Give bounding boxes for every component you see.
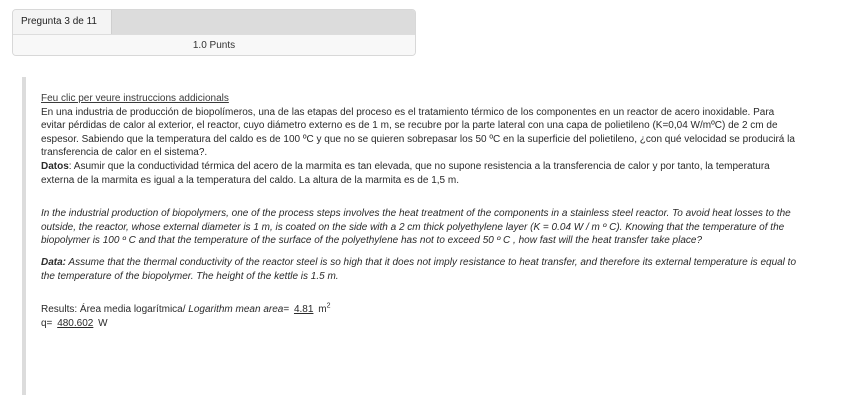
- english-data-label: Data:: [41, 256, 67, 268]
- question-progress-bar: [111, 10, 415, 34]
- english-question-text: In the industrial production of biopolymers, one of the process steps involves the heat treatment of the components in a stainless steel reactor. To avoid heat losses to the outside, the reactor, whose external diameter is 1 m, is coated on the side with a 2 cm thick polyethylene layer (K = 0.04 W / m º C). Knowing that the temperature of the biopolymer is 100 º C and that the temperature of the surface of the polyethylene has not to exceed 50 º C , how fast will the heat transfer take place?: [41, 208, 791, 247]
- area-unit-exponent: 2: [326, 302, 331, 310]
- question-header: [12, 9, 416, 56]
- question-header-top: [13, 10, 415, 34]
- question-content-panel: [22, 77, 822, 395]
- spacer: [41, 283, 801, 303]
- q-label: q=: [41, 317, 56, 329]
- question-content: [41, 92, 801, 330]
- spanish-data-label: Datos: [41, 160, 69, 172]
- area-answer-value: 4.81: [293, 304, 314, 316]
- question-number: Pregunta 3 de 11: [13, 10, 111, 34]
- results-label-english: Logarithm mean area: [188, 304, 284, 316]
- spacer: [41, 187, 801, 207]
- english-data-text: Assume that the thermal conductivity of the reactor steel is so high that it does not imply resistance to heat transfer, and therefore its external temperature is equal to the temperature of the biopolymer. The height of the kettle is 1.5 m.: [41, 256, 797, 282]
- results-label: Results: Área media logarítmica/: [41, 304, 189, 316]
- spanish-data-paragraph: [41, 160, 801, 187]
- spanish-data-text: : Asumir que la conductividad térmica del acero de la marmita es tan elevada, que no supone resistencia a la transferencia de calor y por tanto, la temperatura externa de la marmita es igual a la temperatura del caldo. La altura de la marmita es de 1,5 m.: [41, 160, 770, 186]
- q-unit: W: [95, 317, 108, 329]
- results-q-line: [41, 317, 801, 331]
- q-answer-value: 480.602: [57, 317, 94, 329]
- english-data-paragraph: [41, 256, 801, 283]
- spacer: [41, 248, 801, 256]
- spanish-question-text: En una industria de producción de biopolímeros, una de las etapas del proceso es el tratamiento térmico de los componentes en un reactor de acero inoxidable. Para evitar pérdidas de calor al exterior, el reactor, cuyo diámetro externo es de 1 m, se recubre por la parte lateral con una capa de polietileno (K=0,04 W/mºC) de 2 cm de espesor. Sabiendo que la temperatura del caldo es de 100 ºC y que no se quieren sobrepasar los 50 ºC en la superficie del polietileno, ¿con qué velocidad se producirá la transferencia de calor en el sistema?.: [41, 106, 795, 159]
- question-points: 1.0 Punts: [13, 34, 415, 56]
- results-area-line: [41, 303, 801, 317]
- instructions-link[interactable]: Feu clic per veure instruccions addicionals: [41, 93, 229, 104]
- results-equals: =: [283, 304, 292, 316]
- area-unit: m: [318, 304, 327, 316]
